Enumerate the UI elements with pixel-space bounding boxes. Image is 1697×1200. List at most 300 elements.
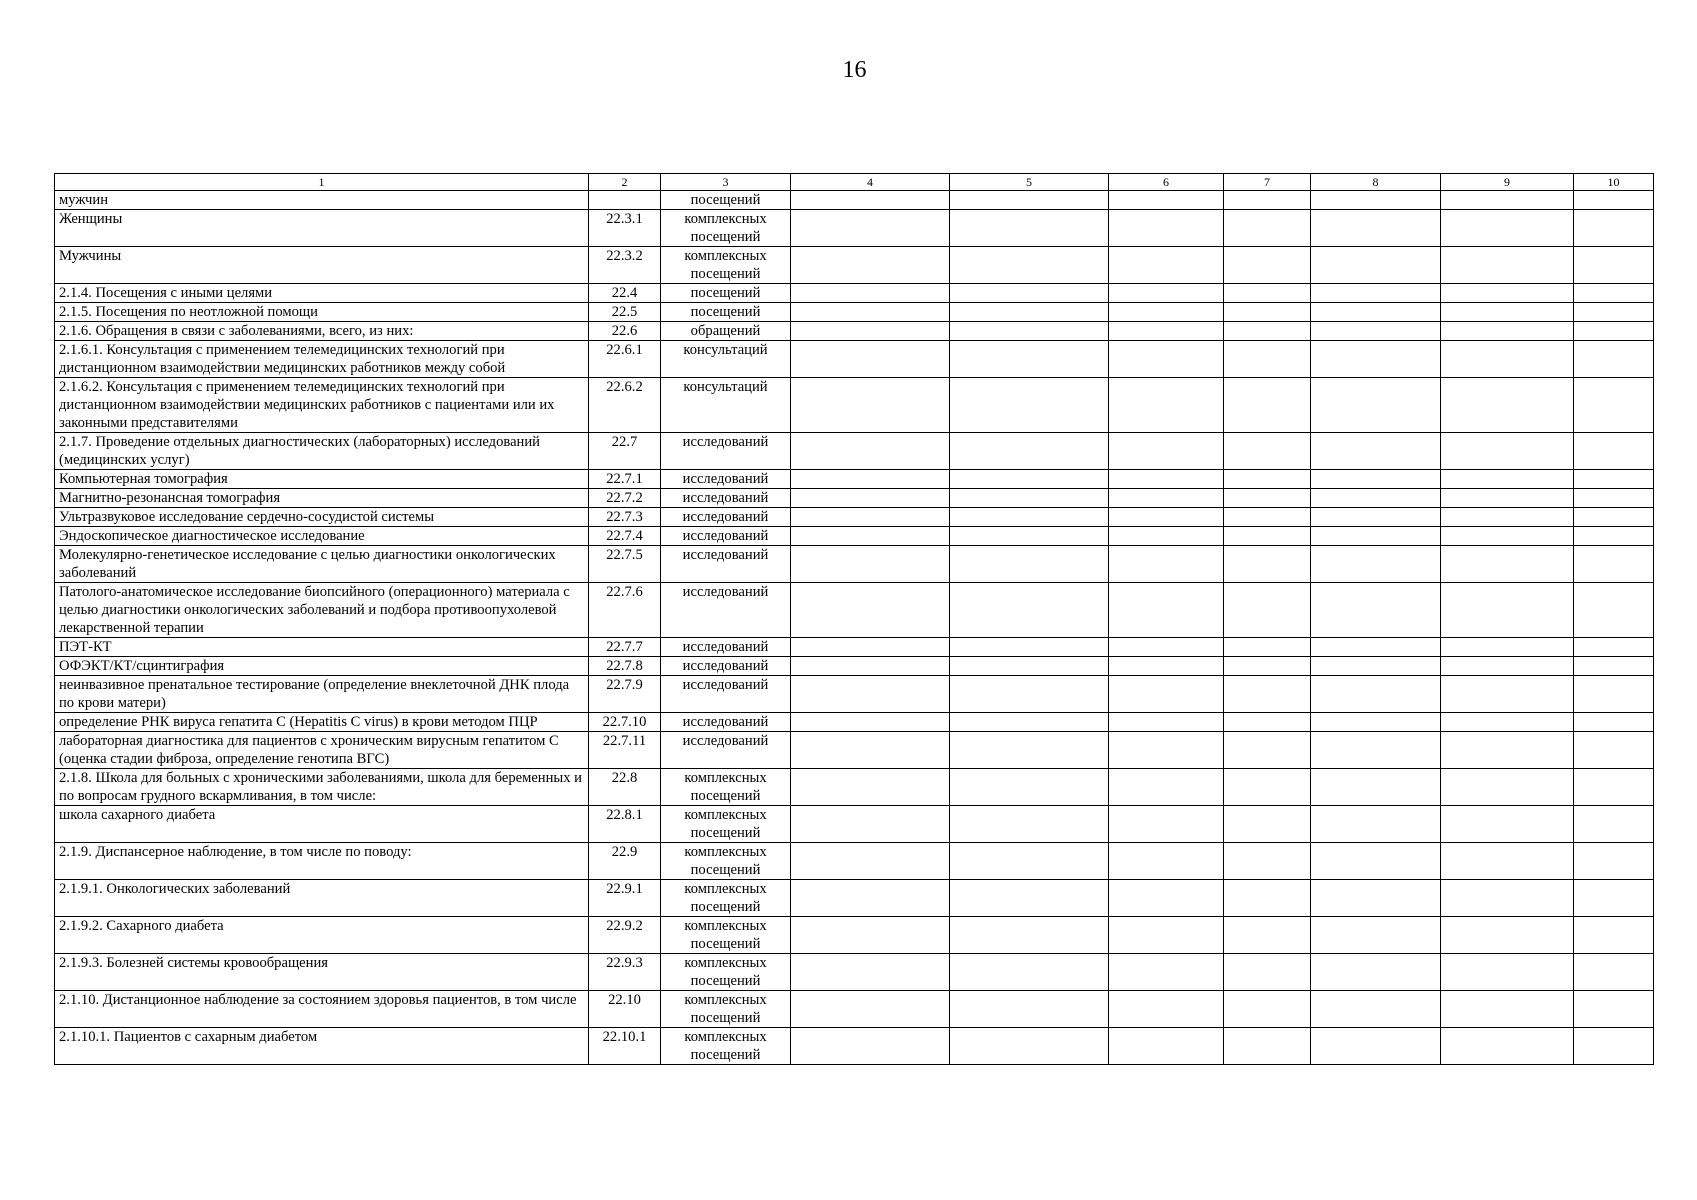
row-code-cell: 22.7.8 (589, 657, 661, 676)
empty-value-cell[interactable] (1574, 247, 1654, 284)
empty-value-cell[interactable] (1441, 657, 1574, 676)
empty-value-cell[interactable] (950, 638, 1109, 657)
row-code-cell (589, 191, 661, 210)
empty-value-cell[interactable] (1224, 657, 1311, 676)
empty-value-cell[interactable] (1574, 1028, 1654, 1065)
empty-value-cell[interactable] (1109, 806, 1224, 843)
empty-value-cell[interactable] (791, 769, 950, 806)
row-code-cell: 22.8 (589, 769, 661, 806)
empty-value-cell[interactable] (950, 806, 1109, 843)
empty-value-cell[interactable] (1109, 583, 1224, 638)
table-row (55, 470, 1654, 489)
table-row (55, 638, 1654, 657)
empty-value-cell[interactable] (1311, 806, 1441, 843)
empty-value-cell[interactable] (1441, 527, 1574, 546)
empty-value-cell[interactable] (1441, 732, 1574, 769)
table-row (55, 546, 1654, 583)
empty-value-cell[interactable] (1311, 303, 1441, 322)
empty-value-cell[interactable] (1441, 508, 1574, 527)
table-row (55, 676, 1654, 713)
empty-value-cell[interactable] (791, 806, 950, 843)
empty-value-cell[interactable] (1311, 583, 1441, 638)
empty-value-cell[interactable] (1109, 917, 1224, 954)
empty-value-cell[interactable] (1224, 322, 1311, 341)
empty-value-cell[interactable] (1441, 917, 1574, 954)
column-header: 10 (1574, 174, 1654, 191)
empty-value-cell[interactable] (1109, 247, 1224, 284)
row-name-cell: 2.1.9.3. Болезней системы кровообращения (55, 954, 589, 991)
empty-value-cell[interactable] (950, 583, 1109, 638)
row-unit-cell: комплексных посещений (661, 917, 791, 954)
row-name-cell: 2.1.7. Проведение отдельных диагностических (лабораторных) исследований (медицинских услуг) (55, 433, 589, 470)
empty-value-cell[interactable] (1311, 489, 1441, 508)
table-row (55, 508, 1654, 527)
empty-value-cell[interactable] (791, 341, 950, 378)
row-code-cell: 22.9 (589, 843, 661, 880)
empty-value-cell[interactable] (950, 508, 1109, 527)
empty-value-cell[interactable] (1574, 880, 1654, 917)
empty-value-cell[interactable] (1109, 378, 1224, 433)
empty-value-cell[interactable] (1311, 341, 1441, 378)
row-unit-cell: исследований (661, 732, 791, 769)
empty-value-cell[interactable] (1441, 322, 1574, 341)
row-unit-cell: исследований (661, 583, 791, 638)
empty-value-cell[interactable] (1441, 210, 1574, 247)
column-header: 1 (55, 174, 589, 191)
empty-value-cell[interactable] (1311, 284, 1441, 303)
empty-value-cell[interactable] (1574, 676, 1654, 713)
empty-value-cell[interactable] (791, 247, 950, 284)
empty-value-cell[interactable] (1574, 917, 1654, 954)
empty-value-cell[interactable] (1311, 247, 1441, 284)
empty-value-cell[interactable] (1311, 322, 1441, 341)
empty-value-cell[interactable] (1224, 713, 1311, 732)
row-unit-cell: комплексных посещений (661, 247, 791, 284)
column-header: 4 (791, 174, 950, 191)
row-unit-cell: комплексных посещений (661, 806, 791, 843)
empty-value-cell[interactable] (1574, 713, 1654, 732)
empty-value-cell[interactable] (1311, 546, 1441, 583)
row-name-cell: 2.1.9.2. Сахарного диабета (55, 917, 589, 954)
row-name-cell: Ультразвуковое исследование сердечно-сосудистой системы (55, 508, 589, 527)
empty-value-cell[interactable] (1574, 638, 1654, 657)
row-code-cell: 22.3.2 (589, 247, 661, 284)
row-name-cell: Молекулярно-генетическое исследование с целью диагностики онкологических заболеваний (55, 546, 589, 583)
column-header: 6 (1109, 174, 1224, 191)
empty-value-cell[interactable] (950, 489, 1109, 508)
table-row (55, 489, 1654, 508)
table-row (55, 341, 1654, 378)
empty-value-cell[interactable] (1109, 284, 1224, 303)
table-row (55, 732, 1654, 769)
table-row (55, 303, 1654, 322)
empty-value-cell[interactable] (1109, 341, 1224, 378)
row-unit-cell: исследований (661, 489, 791, 508)
empty-value-cell[interactable] (1224, 546, 1311, 583)
column-header: 5 (950, 174, 1109, 191)
row-code-cell: 22.7.2 (589, 489, 661, 508)
empty-value-cell[interactable] (1574, 378, 1654, 433)
empty-value-cell[interactable] (1109, 676, 1224, 713)
empty-value-cell[interactable] (1574, 583, 1654, 638)
row-name-cell: лабораторная диагностика для пациентов с хроническим вирусным гепатитом С (оценка стадии фиброза, определение генотипа ВГС) (55, 732, 589, 769)
empty-value-cell[interactable] (1224, 954, 1311, 991)
row-name-cell: определение РНК вируса гепатита С (Hepatitis C virus) в крови методом ПЦР (55, 713, 589, 732)
column-header: 7 (1224, 174, 1311, 191)
empty-value-cell[interactable] (1109, 769, 1224, 806)
empty-value-cell[interactable] (1574, 284, 1654, 303)
empty-value-cell[interactable] (1109, 546, 1224, 583)
row-name-cell: ОФЭКТ/КТ/сцинтиграфия (55, 657, 589, 676)
empty-value-cell[interactable] (1224, 210, 1311, 247)
empty-value-cell[interactable] (1224, 489, 1311, 508)
column-header: 9 (1441, 174, 1574, 191)
empty-value-cell[interactable] (1109, 527, 1224, 546)
empty-value-cell[interactable] (1311, 732, 1441, 769)
empty-value-cell[interactable] (791, 303, 950, 322)
row-code-cell: 22.6.2 (589, 378, 661, 433)
empty-value-cell[interactable] (1224, 843, 1311, 880)
empty-value-cell[interactable] (1311, 713, 1441, 732)
row-name-cell: Компьютерная томография (55, 470, 589, 489)
empty-value-cell[interactable] (1109, 489, 1224, 508)
empty-value-cell[interactable] (1311, 769, 1441, 806)
column-header-row (55, 174, 1654, 191)
empty-value-cell[interactable] (1109, 638, 1224, 657)
empty-value-cell[interactable] (1224, 676, 1311, 713)
empty-value-cell[interactable] (1109, 470, 1224, 489)
empty-value-cell[interactable] (950, 1028, 1109, 1065)
empty-value-cell[interactable] (1441, 991, 1574, 1028)
empty-value-cell[interactable] (950, 713, 1109, 732)
row-unit-cell: исследований (661, 433, 791, 470)
empty-value-cell[interactable] (950, 546, 1109, 583)
empty-value-cell[interactable] (950, 657, 1109, 676)
empty-value-cell[interactable] (1311, 843, 1441, 880)
row-name-cell: 2.1.10.1. Пациентов с сахарным диабетом (55, 1028, 589, 1065)
table-row (55, 954, 1654, 991)
empty-value-cell[interactable] (791, 508, 950, 527)
empty-value-cell[interactable] (791, 489, 950, 508)
row-unit-cell: комплексных посещений (661, 991, 791, 1028)
empty-value-cell[interactable] (1224, 247, 1311, 284)
empty-value-cell[interactable] (1574, 732, 1654, 769)
row-name-cell: неинвазивное пренатальное тестирование (определение внеклеточной ДНК плода по крови матери) (55, 676, 589, 713)
row-unit-cell: посещений (661, 284, 791, 303)
empty-value-cell[interactable] (1311, 657, 1441, 676)
row-unit-cell: исследований (661, 527, 791, 546)
row-code-cell: 22.6.1 (589, 341, 661, 378)
empty-value-cell[interactable] (1441, 433, 1574, 470)
row-name-cell: мужчин (55, 191, 589, 210)
row-code-cell: 22.9.2 (589, 917, 661, 954)
empty-value-cell[interactable] (1224, 341, 1311, 378)
empty-value-cell[interactable] (791, 322, 950, 341)
empty-value-cell[interactable] (950, 470, 1109, 489)
empty-value-cell[interactable] (1224, 378, 1311, 433)
empty-value-cell[interactable] (1109, 843, 1224, 880)
empty-value-cell[interactable] (950, 341, 1109, 378)
empty-value-cell[interactable] (950, 991, 1109, 1028)
empty-value-cell[interactable] (1311, 508, 1441, 527)
empty-value-cell[interactable] (950, 191, 1109, 210)
empty-value-cell[interactable] (1224, 191, 1311, 210)
empty-value-cell[interactable] (1574, 843, 1654, 880)
empty-value-cell[interactable] (1109, 991, 1224, 1028)
row-code-cell: 22.5 (589, 303, 661, 322)
empty-value-cell[interactable] (791, 433, 950, 470)
empty-value-cell[interactable] (1441, 546, 1574, 583)
empty-value-cell[interactable] (1109, 1028, 1224, 1065)
empty-value-cell[interactable] (1441, 638, 1574, 657)
empty-value-cell[interactable] (1574, 954, 1654, 991)
empty-value-cell[interactable] (1224, 732, 1311, 769)
table-row (55, 433, 1654, 470)
empty-value-cell[interactable] (1224, 1028, 1311, 1065)
empty-value-cell[interactable] (1441, 489, 1574, 508)
empty-value-cell[interactable] (1109, 880, 1224, 917)
empty-value-cell[interactable] (1311, 954, 1441, 991)
table-row (55, 583, 1654, 638)
empty-value-cell[interactable] (1311, 880, 1441, 917)
empty-value-cell[interactable] (1441, 470, 1574, 489)
empty-value-cell[interactable] (950, 210, 1109, 247)
row-unit-cell: исследований (661, 676, 791, 713)
empty-value-cell[interactable] (950, 433, 1109, 470)
empty-value-cell[interactable] (791, 527, 950, 546)
empty-value-cell[interactable] (1109, 954, 1224, 991)
empty-value-cell[interactable] (950, 954, 1109, 991)
empty-value-cell[interactable] (791, 843, 950, 880)
empty-value-cell[interactable] (791, 378, 950, 433)
empty-value-cell[interactable] (1574, 806, 1654, 843)
empty-value-cell[interactable] (1311, 378, 1441, 433)
row-name-cell: Женщины (55, 210, 589, 247)
row-unit-cell: исследований (661, 470, 791, 489)
empty-value-cell[interactable] (950, 303, 1109, 322)
row-unit-cell: комплексных посещений (661, 843, 791, 880)
column-header: 3 (661, 174, 791, 191)
row-name-cell: Патолого-анатомическое исследование биопсийного (операционного) материала с целью диагностики онкологических заболеваний и подбора противоопухолевой лекарственной терапии (55, 583, 589, 638)
empty-value-cell[interactable] (1311, 638, 1441, 657)
empty-value-cell[interactable] (1224, 917, 1311, 954)
row-code-cell: 22.8.1 (589, 806, 661, 843)
empty-value-cell[interactable] (1574, 322, 1654, 341)
empty-value-cell[interactable] (950, 676, 1109, 713)
empty-value-cell[interactable] (791, 191, 950, 210)
row-unit-cell: обращений (661, 322, 791, 341)
table-row (55, 917, 1654, 954)
row-code-cell: 22.7.7 (589, 638, 661, 657)
empty-value-cell[interactable] (1224, 508, 1311, 527)
table-row (55, 657, 1654, 676)
empty-value-cell[interactable] (791, 954, 950, 991)
row-unit-cell: исследований (661, 713, 791, 732)
empty-value-cell[interactable] (1224, 470, 1311, 489)
empty-value-cell[interactable] (1441, 954, 1574, 991)
column-header: 2 (589, 174, 661, 191)
empty-value-cell[interactable] (791, 917, 950, 954)
empty-value-cell[interactable] (1224, 583, 1311, 638)
table-row (55, 713, 1654, 732)
empty-value-cell[interactable] (1109, 732, 1224, 769)
empty-value-cell[interactable] (1224, 806, 1311, 843)
row-code-cell: 22.9.1 (589, 880, 661, 917)
empty-value-cell[interactable] (1311, 433, 1441, 470)
empty-value-cell[interactable] (791, 991, 950, 1028)
empty-value-cell[interactable] (1574, 210, 1654, 247)
empty-value-cell[interactable] (791, 210, 950, 247)
empty-value-cell[interactable] (1109, 322, 1224, 341)
empty-value-cell[interactable] (950, 880, 1109, 917)
empty-value-cell[interactable] (1441, 247, 1574, 284)
row-name-cell: школа сахарного диабета (55, 806, 589, 843)
empty-value-cell[interactable] (1441, 1028, 1574, 1065)
row-name-cell: 2.1.4. Посещения с иными целями (55, 284, 589, 303)
empty-value-cell[interactable] (1311, 991, 1441, 1028)
empty-value-cell[interactable] (1109, 303, 1224, 322)
row-code-cell: 22.4 (589, 284, 661, 303)
statistics-table (54, 173, 1654, 1065)
empty-value-cell[interactable] (1311, 470, 1441, 489)
empty-value-cell[interactable] (1441, 806, 1574, 843)
empty-value-cell[interactable] (791, 638, 950, 657)
row-code-cell: 22.7.4 (589, 527, 661, 546)
empty-value-cell[interactable] (1224, 880, 1311, 917)
empty-value-cell[interactable] (1441, 676, 1574, 713)
empty-value-cell[interactable] (791, 657, 950, 676)
page-number: 16 (842, 57, 867, 83)
table-row (55, 769, 1654, 806)
empty-value-cell[interactable] (1441, 284, 1574, 303)
empty-value-cell[interactable] (1224, 638, 1311, 657)
empty-value-cell[interactable] (1311, 527, 1441, 546)
empty-value-cell[interactable] (1574, 191, 1654, 210)
empty-value-cell[interactable] (1441, 191, 1574, 210)
empty-value-cell[interactable] (950, 769, 1109, 806)
empty-value-cell[interactable] (1574, 489, 1654, 508)
row-unit-cell: комплексных посещений (661, 1028, 791, 1065)
empty-value-cell[interactable] (1224, 527, 1311, 546)
row-name-cell: 2.1.9. Диспансерное наблюдение, в том числе по поводу: (55, 843, 589, 880)
empty-value-cell[interactable] (791, 470, 950, 489)
table-row (55, 843, 1654, 880)
table-row (55, 322, 1654, 341)
row-code-cell: 22.7.5 (589, 546, 661, 583)
row-name-cell: Мужчины (55, 247, 589, 284)
empty-value-cell[interactable] (791, 676, 950, 713)
empty-value-cell[interactable] (1311, 1028, 1441, 1065)
row-unit-cell: комплексных посещений (661, 769, 791, 806)
empty-value-cell[interactable] (1224, 769, 1311, 806)
empty-value-cell[interactable] (1574, 508, 1654, 527)
empty-value-cell[interactable] (950, 843, 1109, 880)
column-header: 8 (1311, 174, 1441, 191)
empty-value-cell[interactable] (791, 583, 950, 638)
empty-value-cell[interactable] (1224, 433, 1311, 470)
row-code-cell: 22.7.1 (589, 470, 661, 489)
empty-value-cell[interactable] (1311, 917, 1441, 954)
row-unit-cell: посещений (661, 303, 791, 322)
empty-value-cell[interactable] (1574, 769, 1654, 806)
empty-value-cell[interactable] (1311, 191, 1441, 210)
empty-value-cell[interactable] (1574, 341, 1654, 378)
row-name-cell: 2.1.10. Дистанционное наблюдение за состоянием здоровья пациентов, в том числе (55, 991, 589, 1028)
empty-value-cell[interactable] (1574, 546, 1654, 583)
empty-value-cell[interactable] (1441, 880, 1574, 917)
empty-value-cell[interactable] (950, 322, 1109, 341)
row-code-cell: 22.7.10 (589, 713, 661, 732)
empty-value-cell[interactable] (791, 1028, 950, 1065)
row-code-cell: 22.7 (589, 433, 661, 470)
empty-value-cell[interactable] (1574, 433, 1654, 470)
row-code-cell: 22.6 (589, 322, 661, 341)
empty-value-cell[interactable] (1109, 433, 1224, 470)
empty-value-cell[interactable] (791, 880, 950, 917)
row-unit-cell: комплексных посещений (661, 880, 791, 917)
empty-value-cell[interactable] (1311, 676, 1441, 713)
empty-value-cell[interactable] (1441, 769, 1574, 806)
empty-value-cell[interactable] (1574, 657, 1654, 676)
table-row (55, 247, 1654, 284)
empty-value-cell[interactable] (1441, 303, 1574, 322)
empty-value-cell[interactable] (950, 732, 1109, 769)
table-row (55, 880, 1654, 917)
empty-value-cell[interactable] (1109, 657, 1224, 676)
table-row (55, 1028, 1654, 1065)
empty-value-cell[interactable] (1441, 843, 1574, 880)
empty-value-cell[interactable] (1224, 303, 1311, 322)
empty-value-cell[interactable] (950, 247, 1109, 284)
row-code-cell: 22.10.1 (589, 1028, 661, 1065)
empty-value-cell[interactable] (791, 284, 950, 303)
empty-value-cell[interactable] (1224, 284, 1311, 303)
table-row (55, 191, 1654, 210)
empty-value-cell[interactable] (1574, 527, 1654, 546)
empty-value-cell[interactable] (950, 527, 1109, 546)
empty-value-cell[interactable] (950, 284, 1109, 303)
empty-value-cell[interactable] (791, 713, 950, 732)
row-name-cell: 2.1.8. Школа для больных с хроническими заболеваниями, школа для беременных и по вопросам грудного вскармливания, в том числе: (55, 769, 589, 806)
empty-value-cell[interactable] (791, 732, 950, 769)
table-body (55, 174, 1654, 1065)
table-row (55, 991, 1654, 1028)
empty-value-cell[interactable] (1574, 991, 1654, 1028)
empty-value-cell[interactable] (1441, 341, 1574, 378)
empty-value-cell[interactable] (1224, 991, 1311, 1028)
empty-value-cell[interactable] (1441, 378, 1574, 433)
empty-value-cell[interactable] (950, 917, 1109, 954)
empty-value-cell[interactable] (1441, 583, 1574, 638)
empty-value-cell[interactable] (1574, 470, 1654, 489)
empty-value-cell[interactable] (1441, 713, 1574, 732)
empty-value-cell[interactable] (1574, 303, 1654, 322)
row-name-cell: 2.1.6.1. Консультация с применением телемедицинских технологий при дистанционном взаимодействии медицинских работников между собой (55, 341, 589, 378)
empty-value-cell[interactable] (950, 378, 1109, 433)
row-name-cell: Эндоскопическое диагностическое исследование (55, 527, 589, 546)
empty-value-cell[interactable] (1109, 508, 1224, 527)
empty-value-cell[interactable] (1109, 210, 1224, 247)
empty-value-cell[interactable] (1109, 191, 1224, 210)
row-code-cell: 22.9.3 (589, 954, 661, 991)
empty-value-cell[interactable] (1109, 713, 1224, 732)
table-row (55, 806, 1654, 843)
row-name-cell: 2.1.6.2. Консультация с применением телемедицинских технологий при дистанционном взаимодействии медицинских работников с пациентами или их законными представителями (55, 378, 589, 433)
empty-value-cell[interactable] (791, 546, 950, 583)
row-code-cell: 22.7.11 (589, 732, 661, 769)
empty-value-cell[interactable] (1311, 210, 1441, 247)
row-unit-cell: исследований (661, 546, 791, 583)
